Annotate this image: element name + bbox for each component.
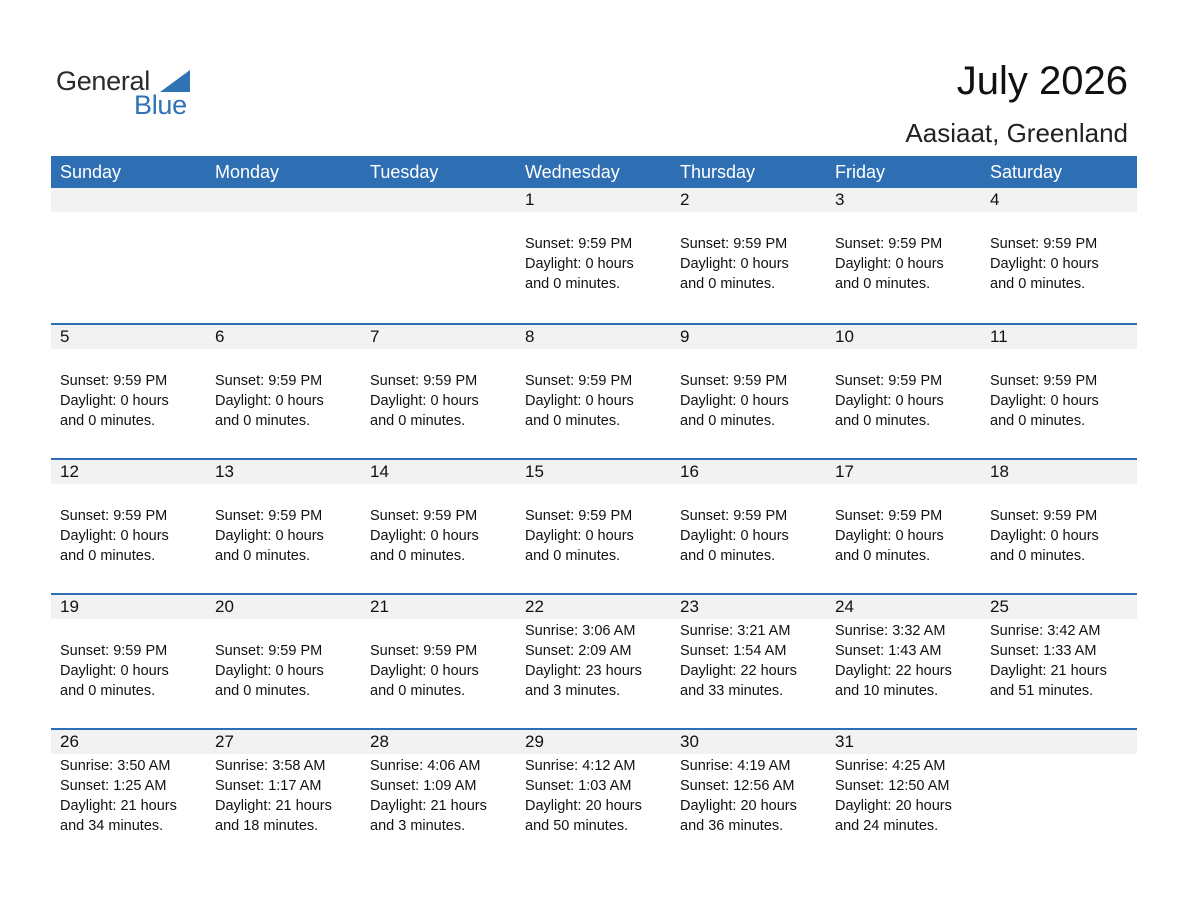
day-info-line: Sunset: 9:59 PM	[525, 373, 633, 389]
week-row	[51, 458, 1137, 593]
day-info-line: Daylight: 0 hours	[680, 256, 789, 272]
day-cell-8	[516, 325, 671, 458]
logo-triangle-icon	[160, 70, 190, 92]
calendar-weeks	[51, 188, 1137, 863]
day-cell-21	[361, 595, 516, 728]
day-info-line: Daylight: 0 hours	[370, 393, 479, 409]
day-sun-info	[370, 371, 479, 431]
day-info-line: and 0 minutes.	[525, 276, 621, 292]
day-number: 24	[835, 597, 854, 616]
day-info-line: and 0 minutes.	[835, 548, 931, 564]
day-info-line: and 0 minutes.	[215, 683, 311, 699]
day-sun-info	[60, 506, 169, 566]
day-sun-info	[680, 371, 789, 431]
day-info-line: Sunset: 9:59 PM	[835, 373, 943, 389]
day-info-line: Daylight: 22 hours	[835, 663, 952, 679]
day-number: 27	[215, 732, 234, 751]
day-number: 17	[835, 462, 854, 481]
day-info-line: Daylight: 0 hours	[990, 528, 1099, 544]
day-number: 19	[60, 597, 79, 616]
day-info-line: Daylight: 21 hours	[370, 798, 487, 814]
day-info-line: Sunrise: 4:06 AM	[370, 758, 481, 774]
day-info-line: and 0 minutes.	[680, 276, 776, 292]
day-sun-info	[60, 756, 177, 836]
day-cell-14	[361, 460, 516, 593]
day-number: 6	[215, 327, 225, 346]
day-cell-5	[51, 325, 206, 458]
day-cell-22	[516, 595, 671, 728]
day-info-line: Daylight: 0 hours	[680, 528, 789, 544]
week-row	[51, 728, 1137, 863]
day-info-line: Daylight: 0 hours	[835, 528, 944, 544]
day-cell-19	[51, 595, 206, 728]
day-info-line: Sunset: 9:59 PM	[990, 236, 1098, 252]
day-info-line: Sunset: 9:59 PM	[215, 373, 323, 389]
day-cell-2	[671, 188, 826, 323]
day-sun-info	[835, 506, 944, 566]
day-info-line: Daylight: 0 hours	[990, 393, 1099, 409]
logo-general-text: General	[56, 66, 150, 96]
day-info-line: Daylight: 20 hours	[525, 798, 642, 814]
week-row	[51, 593, 1137, 728]
day-info-line: Sunset: 9:59 PM	[990, 373, 1098, 389]
day-number: 10	[835, 327, 854, 346]
day-info-line: and 3 minutes.	[370, 818, 466, 834]
logo	[56, 66, 196, 118]
day-info-line: Daylight: 21 hours	[60, 798, 177, 814]
day-info-line: Sunset: 9:59 PM	[680, 508, 788, 524]
day-cell-18	[981, 460, 1137, 593]
day-info-line: and 34 minutes.	[60, 818, 164, 834]
day-number: 14	[370, 462, 389, 481]
day-sun-info	[990, 506, 1099, 566]
day-info-line: Daylight: 0 hours	[525, 528, 634, 544]
day-info-line: Sunrise: 3:58 AM	[215, 758, 326, 774]
day-sun-info	[370, 756, 487, 836]
day-info-line: Sunset: 9:59 PM	[990, 508, 1098, 524]
day-cell-6	[206, 325, 361, 458]
day-info-line: Sunset: 1:03 AM	[525, 778, 632, 794]
day-info-line: Sunset: 1:25 AM	[60, 778, 167, 794]
day-info-line: Daylight: 23 hours	[525, 663, 642, 679]
day-info-line: Sunrise: 3:42 AM	[990, 623, 1101, 639]
day-sun-info	[835, 756, 952, 836]
day-sun-info	[215, 756, 332, 836]
day-info-line: Daylight: 20 hours	[680, 798, 797, 814]
day-info-line: Daylight: 0 hours	[370, 663, 479, 679]
day-number: 21	[370, 597, 389, 616]
day-number: 9	[680, 327, 690, 346]
day-info-line: and 50 minutes.	[525, 818, 629, 834]
day-info-line: and 0 minutes.	[60, 548, 156, 564]
day-info-line: and 0 minutes.	[60, 413, 156, 429]
day-info-line: Sunset: 12:56 AM	[680, 778, 795, 794]
day-info-line: Sunset: 9:59 PM	[215, 643, 323, 659]
day-info-line: Sunset: 9:59 PM	[60, 373, 168, 389]
day-info-line: Sunset: 9:59 PM	[525, 508, 633, 524]
day-info-line: and 36 minutes.	[680, 818, 784, 834]
weekday-monday: Monday	[215, 162, 280, 182]
day-info-line: and 0 minutes.	[990, 276, 1086, 292]
day-cell-16	[671, 460, 826, 593]
day-cell-15	[516, 460, 671, 593]
day-info-line: and 0 minutes.	[370, 683, 466, 699]
day-number: 22	[525, 597, 544, 616]
day-number: 30	[680, 732, 699, 751]
day-info-line: Daylight: 0 hours	[60, 393, 169, 409]
weekday-sunday: Sunday	[60, 162, 122, 182]
day-info-line: Sunset: 1:09 AM	[370, 778, 477, 794]
location-subtitle: Aasiaat, Greenland	[905, 118, 1128, 148]
empty-day-cell	[981, 730, 1137, 863]
day-info-line: and 0 minutes.	[370, 548, 466, 564]
day-number: 12	[60, 462, 79, 481]
day-sun-info	[990, 371, 1099, 431]
day-info-line: Daylight: 0 hours	[215, 528, 324, 544]
day-info-line: Daylight: 0 hours	[525, 256, 634, 272]
weekday-thursday: Thursday	[680, 162, 756, 182]
page-title: July 2026	[956, 59, 1128, 103]
day-info-line: Daylight: 0 hours	[680, 393, 789, 409]
week-row	[51, 323, 1137, 458]
day-info-line: Sunset: 9:59 PM	[60, 508, 168, 524]
day-info-line: Sunset: 9:59 PM	[680, 236, 788, 252]
day-cell-24	[826, 595, 981, 728]
day-sun-info	[525, 234, 634, 294]
day-info-line: Daylight: 0 hours	[60, 663, 169, 679]
day-cell-23	[671, 595, 826, 728]
weekday-friday: Friday	[835, 162, 886, 182]
day-info-line: Sunset: 9:59 PM	[60, 643, 168, 659]
day-info-line: Daylight: 21 hours	[215, 798, 332, 814]
day-info-line: and 0 minutes.	[215, 548, 311, 564]
day-cell-20	[206, 595, 361, 728]
day-info-line: Sunset: 2:09 AM	[525, 643, 632, 659]
day-info-line: and 18 minutes.	[215, 818, 319, 834]
calendar-grid	[51, 156, 1137, 863]
day-info-line: Sunrise: 3:32 AM	[835, 623, 946, 639]
day-cell-31	[826, 730, 981, 863]
day-info-line: and 0 minutes.	[680, 413, 776, 429]
empty-day-cell	[51, 188, 206, 323]
weekday-saturday: Saturday	[990, 162, 1063, 182]
day-cell-7	[361, 325, 516, 458]
day-number: 2	[680, 190, 690, 209]
day-info-line: Daylight: 0 hours	[835, 393, 944, 409]
day-sun-info	[370, 506, 479, 566]
day-number: 3	[835, 190, 845, 209]
day-sun-info	[525, 371, 634, 431]
day-info-line: Daylight: 22 hours	[680, 663, 797, 679]
day-info-line: Daylight: 0 hours	[525, 393, 634, 409]
day-sun-info	[60, 641, 169, 701]
day-cell-28	[361, 730, 516, 863]
day-info-line: and 0 minutes.	[990, 548, 1086, 564]
day-number: 23	[680, 597, 699, 616]
day-info-line: Sunset: 9:59 PM	[835, 508, 943, 524]
day-cell-1	[516, 188, 671, 323]
day-info-line: Sunset: 9:59 PM	[370, 373, 478, 389]
day-cell-25	[981, 595, 1137, 728]
day-cell-17	[826, 460, 981, 593]
day-info-line: and 0 minutes.	[60, 683, 156, 699]
day-info-line: Sunrise: 3:06 AM	[525, 623, 636, 639]
day-cell-29	[516, 730, 671, 863]
day-sun-info	[525, 506, 634, 566]
day-number: 16	[680, 462, 699, 481]
day-cell-4	[981, 188, 1137, 323]
day-number: 5	[60, 327, 70, 346]
day-info-line: Sunset: 9:59 PM	[370, 643, 478, 659]
day-number: 26	[60, 732, 79, 751]
day-number: 1	[525, 190, 535, 209]
day-info-line: Sunset: 9:59 PM	[525, 236, 633, 252]
day-info-line: Daylight: 0 hours	[835, 256, 944, 272]
day-sun-info	[215, 641, 324, 701]
day-cell-3	[826, 188, 981, 323]
day-info-line: and 33 minutes.	[680, 683, 784, 699]
day-info-line: and 10 minutes.	[835, 683, 939, 699]
day-info-line: Daylight: 0 hours	[215, 663, 324, 679]
day-sun-info	[680, 756, 797, 836]
week-row	[51, 188, 1137, 323]
day-sun-info	[990, 234, 1099, 294]
day-number: 25	[990, 597, 1009, 616]
day-info-line: and 51 minutes.	[990, 683, 1094, 699]
day-info-line: Sunset: 9:59 PM	[680, 373, 788, 389]
day-number: 15	[525, 462, 544, 481]
day-number: 31	[835, 732, 854, 751]
day-number: 29	[525, 732, 544, 751]
day-cell-10	[826, 325, 981, 458]
day-info-line: and 0 minutes.	[680, 548, 776, 564]
day-info-line: Sunrise: 4:25 AM	[835, 758, 946, 774]
day-sun-info	[215, 506, 324, 566]
empty-day-cell	[361, 188, 516, 323]
day-info-line: Sunset: 1:17 AM	[215, 778, 322, 794]
day-info-line: and 0 minutes.	[215, 413, 311, 429]
day-info-line: Sunset: 12:50 AM	[835, 778, 950, 794]
day-info-line: Sunset: 1:54 AM	[680, 643, 787, 659]
empty-day-cell	[206, 188, 361, 323]
day-info-line: and 0 minutes.	[990, 413, 1086, 429]
day-number: 18	[990, 462, 1009, 481]
day-info-line: Sunset: 9:59 PM	[215, 508, 323, 524]
day-info-line: and 0 minutes.	[835, 276, 931, 292]
day-cell-27	[206, 730, 361, 863]
day-sun-info	[835, 371, 944, 431]
day-cell-11	[981, 325, 1137, 458]
day-info-line: Daylight: 0 hours	[215, 393, 324, 409]
day-number: 20	[215, 597, 234, 616]
day-info-line: Sunrise: 3:50 AM	[60, 758, 171, 774]
day-number: 7	[370, 327, 380, 346]
day-info-line: and 0 minutes.	[835, 413, 931, 429]
day-info-line: Sunrise: 4:12 AM	[525, 758, 636, 774]
day-info-line: Sunset: 9:59 PM	[835, 236, 943, 252]
day-cell-26	[51, 730, 206, 863]
day-number: 4	[990, 190, 1000, 209]
day-cell-12	[51, 460, 206, 593]
day-sun-info	[835, 621, 952, 701]
day-number: 11	[990, 327, 1008, 346]
day-info-line: Sunset: 9:59 PM	[370, 508, 478, 524]
day-info-line: Sunrise: 4:19 AM	[680, 758, 791, 774]
day-number: 28	[370, 732, 389, 751]
day-sun-info	[370, 641, 479, 701]
day-info-line: and 0 minutes.	[370, 413, 466, 429]
day-info-line: Sunset: 1:33 AM	[990, 643, 1097, 659]
day-info-line: Daylight: 20 hours	[835, 798, 952, 814]
day-number: 13	[215, 462, 234, 481]
day-sun-info	[990, 621, 1107, 701]
day-info-line: Sunset: 1:43 AM	[835, 643, 942, 659]
day-cell-9	[671, 325, 826, 458]
day-info-line: and 24 minutes.	[835, 818, 939, 834]
day-sun-info	[680, 506, 789, 566]
day-info-line: Daylight: 0 hours	[370, 528, 479, 544]
day-info-line: and 3 minutes.	[525, 683, 621, 699]
day-sun-info	[680, 234, 789, 294]
day-info-line: and 0 minutes.	[525, 548, 621, 564]
day-sun-info	[215, 371, 324, 431]
day-sun-info	[835, 234, 944, 294]
day-sun-info	[60, 371, 169, 431]
weekday-wednesday: Wednesday	[525, 162, 620, 182]
day-info-line: and 0 minutes.	[525, 413, 621, 429]
logo-blue-text: Blue	[134, 90, 187, 120]
day-sun-info	[680, 621, 797, 701]
day-sun-info	[525, 621, 642, 701]
weekday-header	[51, 156, 1137, 188]
day-cell-13	[206, 460, 361, 593]
day-number: 8	[525, 327, 535, 346]
day-sun-info	[525, 756, 642, 836]
day-info-line: Daylight: 0 hours	[990, 256, 1099, 272]
day-info-line: Daylight: 0 hours	[60, 528, 169, 544]
weekday-tuesday: Tuesday	[370, 162, 439, 182]
day-cell-30	[671, 730, 826, 863]
day-info-line: Sunrise: 3:21 AM	[680, 623, 791, 639]
day-info-line: Daylight: 21 hours	[990, 663, 1107, 679]
